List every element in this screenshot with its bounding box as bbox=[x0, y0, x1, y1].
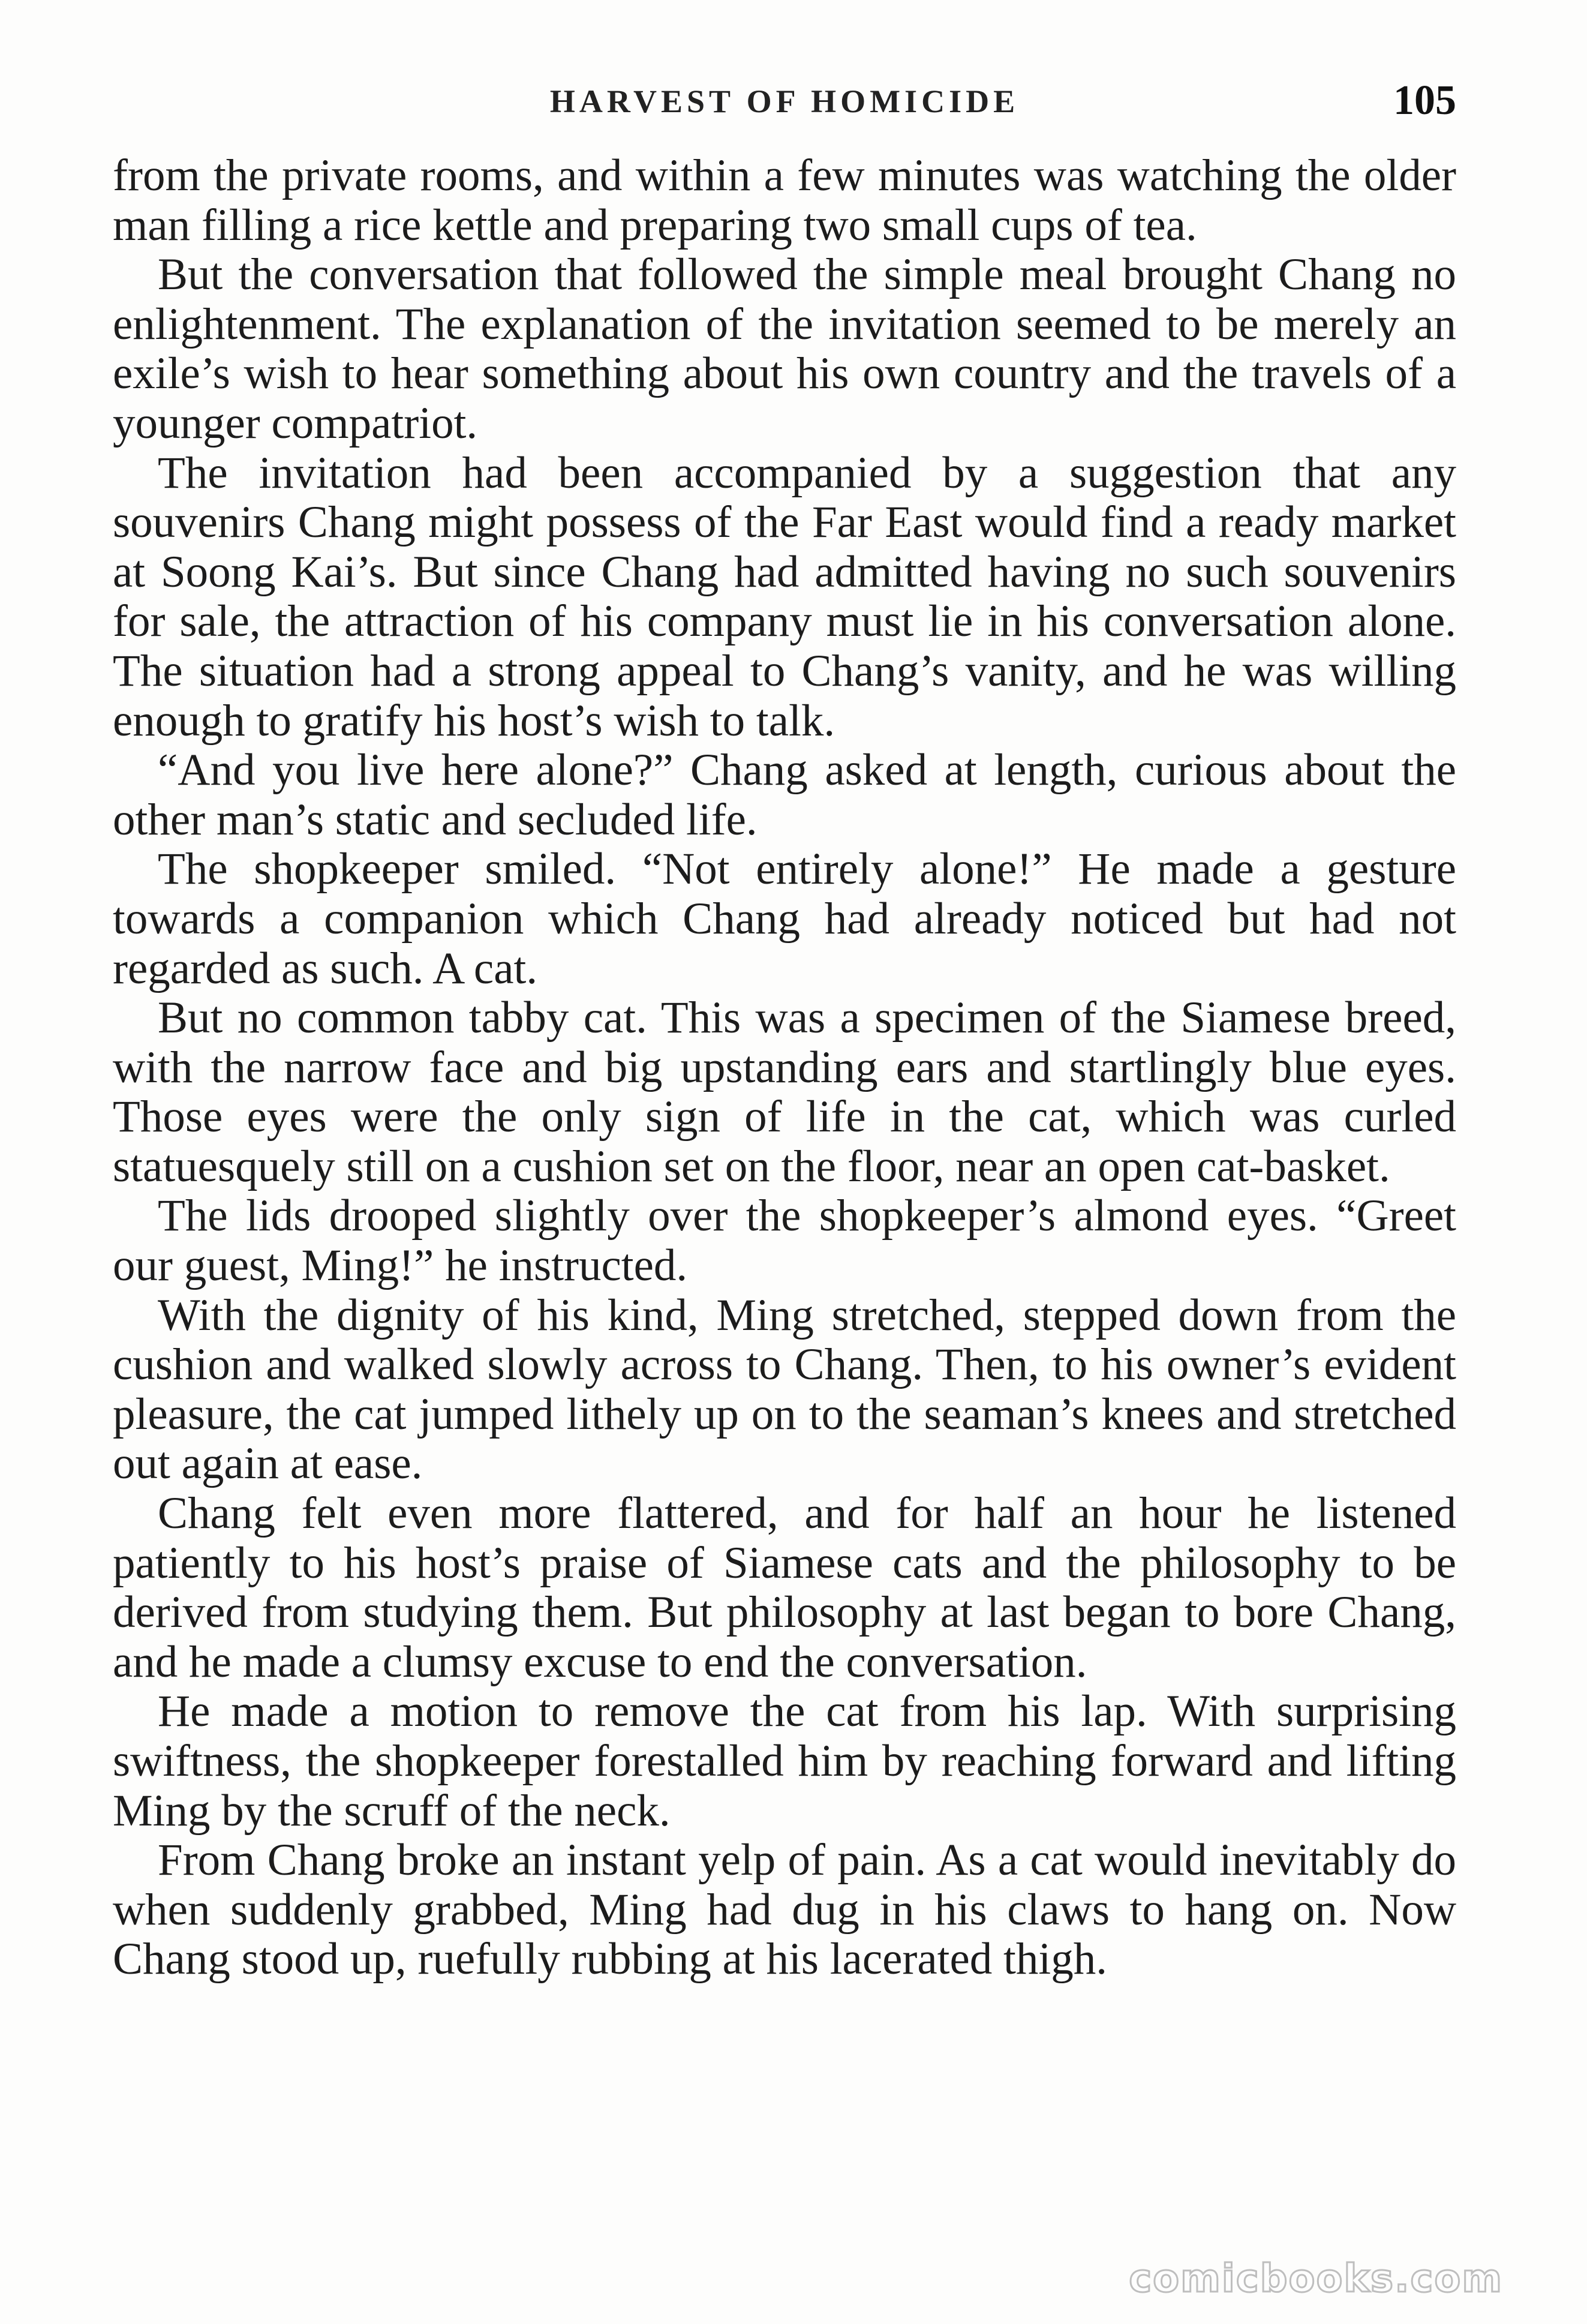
paragraph: But the conversation that followed the simple meal brought Chang no enlightenment. The explanation of the invitation seemed to be merely an exile’s wish to hear something about his own country and the travels of a younger compatriot. bbox=[113, 250, 1456, 448]
paragraph: The invitation had been accompanied by a suggestion that any souvenirs Chang might possess of the Far East would find a ready market at Soong Kai’s. But since Chang had admitted having no such souvenirs for sale, the attraction of his company must lie in his conversation alone. The situation had a strong appeal to Chang’s vanity, and he was willing enough to gratify his host’s wish to talk. bbox=[113, 448, 1456, 746]
paragraph: Chang felt even more flattered, and for half an hour he listened patiently to his host’s praise of Siamese cats and the philosophy to be derived from studying them. But philosophy at last began to bore Chang, and he made a clumsy excuse to end the conversation. bbox=[113, 1488, 1456, 1687]
paragraph: The shopkeeper smiled. “Not entirely alone!” He made a gesture towards a companion which Chang had already noticed but had not regarded as such. A cat. bbox=[113, 844, 1456, 993]
paragraph: But no common tabby cat. This was a specimen of the Siamese breed, with the narrow face and big upstanding ears and startlingly blue eyes. Those eyes were the only sign of life in the cat, which was curled statuesquely still on a cushion set on the floor, near an open cat-basket. bbox=[113, 993, 1456, 1191]
body-text bbox=[113, 151, 1456, 1984]
page-header bbox=[113, 77, 1456, 131]
running-title: HARVEST OF HOMICIDE bbox=[549, 83, 1020, 119]
page-number: 105 bbox=[1393, 77, 1456, 124]
paragraph: from the private rooms, and within a few minutes was watching the older man filling a rice kettle and preparing two small cups of tea. bbox=[113, 151, 1456, 250]
watermark: comicbooks.com bbox=[1129, 2257, 1503, 2301]
paragraph: The lids drooped slightly over the shopkeeper’s almond eyes. “Greet our guest, Ming!” he instructed. bbox=[113, 1191, 1456, 1291]
paragraph: From Chang broke an instant yelp of pain. As a cat would inevitably do when suddenly grabbed, Ming had dug in his claws to hang on. Now Chang stood up, ruefully rubbing at his lacerated thigh. bbox=[113, 1835, 1456, 1984]
paragraph: He made a motion to remove the cat from his lap. With surprising swiftness, the shopkeeper forestalled him by reaching forward and lifting Ming by the scruff of the neck. bbox=[113, 1686, 1456, 1836]
paragraph: “And you live here alone?” Chang asked at length, curious about the other man’s static and secluded life. bbox=[113, 745, 1456, 845]
paragraph: With the dignity of his kind, Ming stretched, stepped down from the cushion and walked slowly across to Chang. Then, to his owner’s evident pleasure, the cat jumped lithely up on to the seaman’s knees and stretched out again at ease. bbox=[113, 1290, 1456, 1489]
